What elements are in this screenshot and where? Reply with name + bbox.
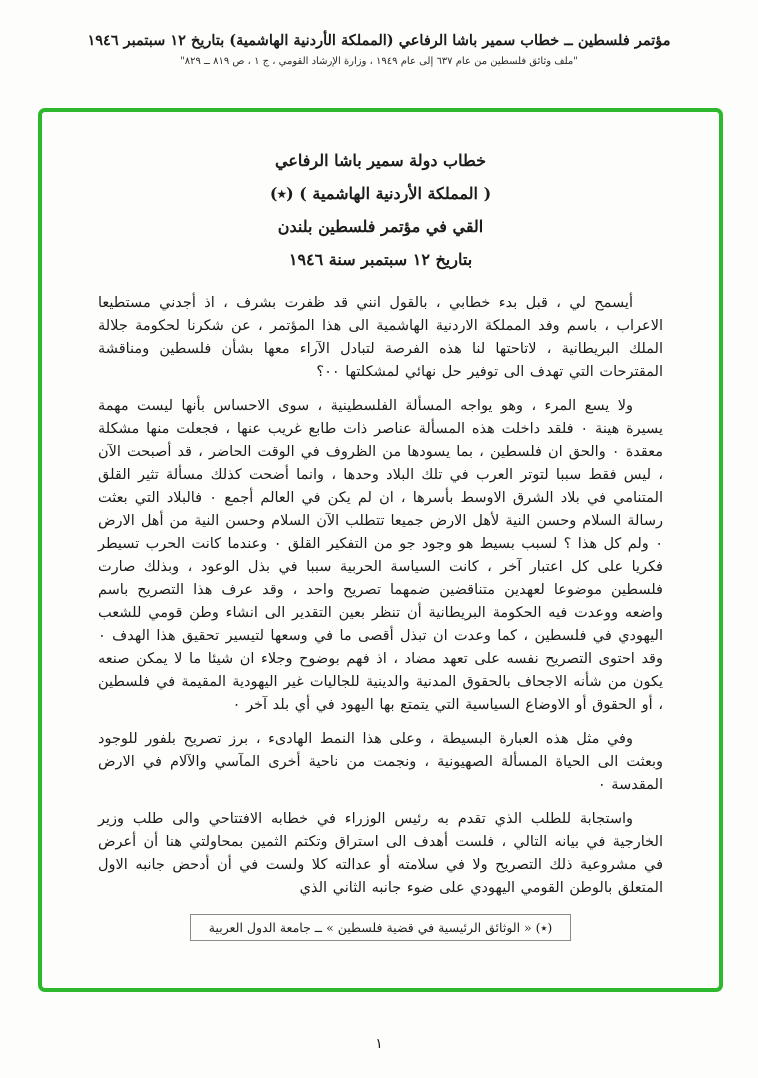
document-header xyxy=(0,0,758,67)
speech-title-block xyxy=(98,151,663,270)
speech-content xyxy=(42,112,719,988)
speech-title-line-1: خطاب دولة سمير باشا الرفاعي xyxy=(274,151,486,170)
footnote-area xyxy=(98,914,663,941)
document-header-title: مؤتمر فلسطين ــ خطاب سمير باشا الرفاعي (المملكة الأردنية الهاشمية) بتاريخ ١٢ سبتمبر ١٩٤٦ xyxy=(87,32,671,49)
speech-title-line-3: القي في مؤتمر فلسطين بلندن xyxy=(277,217,484,236)
paragraph-2: ولا يسع المرء ، وهو يواجه المسألة الفلسطينية ، سوى الاحساس بأنها ليست مهمة يسيرة هينة ٠ فلقد داخلت هذه المسألة عناصر ذات طابع غريب عنها ، فجعلت منها مشكلة معقدة ٠ والحق ان فلسطين ، بما يسودها من الظروف في الوقت الحاضر ، قد أصبحت الآن ، ليس فقط سببا لتوتر العرب في تلك البلاد وحدها ، وانما أضحت كذلك مسألة تثير القلق المتنامي في بلاد الشرق الاوسط بأسرها ، ان لم يكن في العالم أجمع ٠ فالبلاد التي بعثت رسالة السلام وحسن النية لأهل الارض جميعا تتطلب الآن السلام وحسن النية من أهل الارض ٠ ولم كل هذا ؟ لسبب بسيط هو وجود جو من التفكير القلق ٠ وعندما كانت الحرب تسيطر فكريا على كل اعتبار آخر ، كانت السياسة الحربية سببا في بذل الوعود ، وبذلك صارت فلسطين موضوعا لعهدين متناقضين ضمهما تصريح واحد ، وقد عرف هذا التصريح باسم واضعه ووعدت فيه الحكومة البريطانية أن تنظر بعين التقدير الى انشاء وطن قومي للشعب اليهودي في فلسطين ، كما وعدت ان تبذل أقصى ما في وسعها لتيسير تحقيق هذا الهدف ٠ وقد احتوى التصريح نفسه على تعهد مضاد ، اذ فهم بوضوح وجلاء ان شيئا ما لا يمكن صنعه يكون من شأنه الاجحاف بالحقوق المدنية والدينية للجاليات غير اليهودية المقيمة في فلسطين ، أو الحقوق أو الاوضاع السياسية التي يتمتع بها اليهود في أي بلد آخر ٠ xyxy=(98,398,663,713)
speech-title-line-4: بتاريخ ١٢ سبتمبر سنة ١٩٤٦ xyxy=(288,250,473,269)
speech-title-line-2: ( المملكة الأردنية الهاشمية ) (٭) xyxy=(269,184,492,203)
green-frame xyxy=(38,108,723,992)
paragraph-1: أيسمح لي ، قبل بدء خطابي ، بالقول انني قد ظفرت بشرف ، اذ أجدني مستطيعا الاعراب ، باسم وفد المملكة الاردنية الهاشمية الى هذا المؤتمر ، عن شكرنا لحكومة جلالة الملك البريطانية ، لاتاحتها لنا هذه الفرصة لتبادل الآراء معها بشأن فلسطين ومناقشة المقترحات التي تهدف الى توفير حل نهائي لمشكلتها ٠٠؟ xyxy=(98,295,663,380)
paragraph-3: وفي مثل هذه العبارة البسيطة ، وعلى هذا النمط الهادىء ، برز تصريح بلفور للوجود وبعثت الى الحياة المسألة الصهيونية ، ونجمت من ناحية أخرى المآسي والآلام في الارض المقدسة ٠ xyxy=(98,731,663,793)
document-header-source: "ملف وثائق فلسطين من عام ٦٣٧ إلى عام ١٩٤٩ ، وزارة الإرشاد القومي ، ج ١ ، ص ٨١٩ ــ ٨٢٩" xyxy=(180,56,578,67)
page-number: ١ xyxy=(375,1036,383,1052)
paragraph-4: واستجابة للطلب الذي تقدم به رئيس الوزراء في خطابه الافتتاحي والى طلب وزير الخارجية في بيانه التالي ، فلست أهدف الى استراق وتكتم الثمين بمحاولتي هنا أن أعرض في مشروعية ذلك التصريح ولا في سلامته أو عدالته كلا ولست في أن أدحض جانبه الاول المتعلق بالوطن القومي اليهودي على ضوء جانبه الثاني الذي xyxy=(98,811,663,896)
speech-body xyxy=(98,292,663,900)
footnote: (٭) « الوثائق الرئيسية في قضية فلسطين » ــ جامعة الدول العربية xyxy=(190,914,571,941)
